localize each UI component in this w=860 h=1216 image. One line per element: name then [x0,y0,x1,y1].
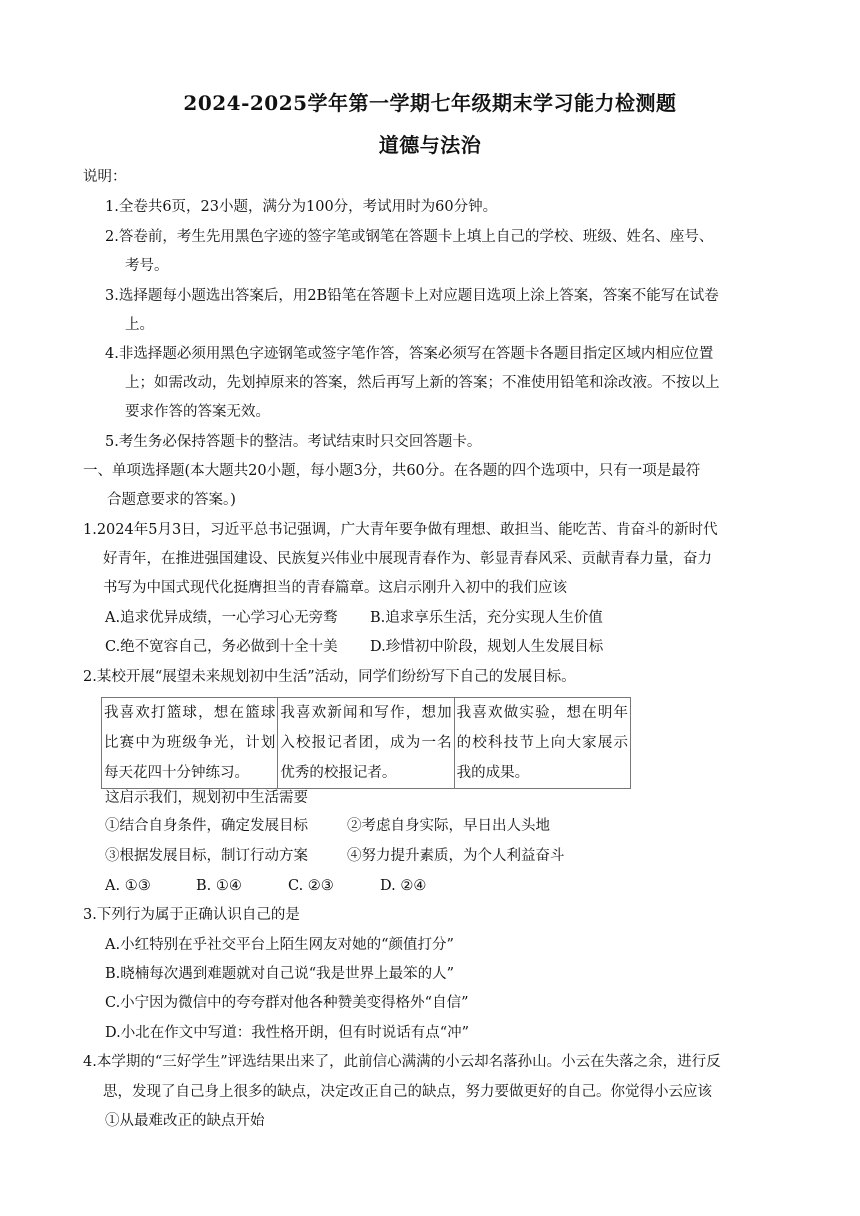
q3-option-a: A.小红特别在乎社交平台上陌生网友对她的“颜值打分” [105,937,454,953]
q1-stem-line-3: 书写为中国式现代化挺膺担当的青春篇章。这启示刚升入初中的我们应该 [103,580,567,596]
exam-title: 2024-2025学年第一学期七年级期末学习能力检测题 [183,91,677,115]
q4-statement-1: ①从最难改正的缺点开始 [105,1113,265,1129]
instructions-heading: 说明： [83,169,127,185]
q2-option-d: D. ②④ [380,878,427,894]
goal-cell-journalism: 我喜欢新闻和写作，想加入校报记者团，成为一名优秀的校报记者。 [278,698,454,789]
goal-cell-basketball: 我喜欢打篮球，想在篮球比赛中为班级争光，计划每天花四十分钟练习。 [102,698,278,789]
subject-title: 道德与法治 [378,133,482,157]
q4-stem-line-1: 4.本学期的“三好学生”评选结果出来了，此前信心满满的小云却名落孙山。小云在失落之余，进行反 [83,1054,721,1070]
q1-stem-line-2: 好青年，在推进强国建设、民族复兴伟业中展现青春作为、彰显青春风采、贡献青春力量，奋力 [103,551,712,567]
q2-option-a: A. ①③ [105,878,151,894]
instruction-4-line-3: 要求作答的答案无效。 [125,404,270,420]
q2-option-c: C. ②③ [288,878,334,894]
instruction-2-line-1: 2.答卷前，考生先用黑色字迹的签字笔或钢笔在答题卡上填上自己的学校、班级、姓名、座号、 [105,229,714,245]
instruction-2-line-2: 考号。 [125,258,169,274]
q1-option-c: C.绝不宽容自己，务必做到十全十美 [105,639,338,655]
q4-stem-line-2: 思，发现了自己身上很多的缺点，决定改正自己的缺点，努力要做更好的自己。你觉得小云应该 [103,1084,712,1100]
section-heading-line-2: 合题意要求的答案。) [107,492,236,508]
q2-stem: 2.某校开展“展望未来规划初中生活”活动，同学们纷纷写下自己的发展目标。 [83,669,576,685]
q1-option-a: A.追求优异成绩，一心学习心无旁骛 [105,610,338,626]
q2-statement-3: ③根据发展目标，制订行动方案 [105,848,308,864]
q2-statement-4: ④努力提升素质，为个人利益奋斗 [347,848,565,864]
q1-option-b: B.追求享乐生活，充分实现人生价值 [370,610,603,626]
goal-cell-experiment: 我喜欢做实验，想在明年的校科技节上向大家展示我的成果。 [454,698,630,789]
q2-goals-table [101,697,631,789]
table-row [102,698,631,789]
section-heading-line-1: 一、单项选择题(本大题共20小题，每小题3分，共60分。在各题的四个选项中，只有一项是最符 [83,463,701,479]
instruction-4-line-2: 上；如需改动，先划掉原来的答案，然后再写上新的答案；不准使用铅笔和涂改液。不按以上 [125,375,720,391]
instruction-1: 1.全卷共6页，23小题，满分为100分，考试用时为60分钟。 [105,199,498,215]
q1-option-d: D.珍惜初中阶段，规划人生发展目标 [370,639,604,655]
instruction-5: 5.考生务必保持答题卡的整洁。考试结束时只交回答题卡。 [105,434,482,450]
instruction-4-line-1: 4.非选择题必须用黑色字迹钢笔或签字笔作答，答案必须写在答题卡各题目指定区域内相应位置 [105,346,714,362]
q2-statement-1: ①结合自身条件，确定发展目标 [105,818,308,834]
q2-prompt: 这启示我们，规划初中生活需要 [105,790,308,806]
q1-stem-line-1: 1.2024年5月3日，习近平总书记强调，广大青年要争做有理想、敢担当、能吃苦、肯奋斗的新时代 [83,522,718,538]
q3-option-b: B.晓楠每次遇到难题就对自己说“我是世界上最笨的人” [105,966,455,982]
q3-option-c: C.小宁因为微信中的夸夸群对他各种赞美变得格外“自信” [105,995,469,1011]
instruction-3-line-2: 上。 [125,317,154,333]
q3-stem: 3.下列行为属于正确认识自己的是 [83,907,300,923]
q2-statement-2: ②考虑自身实际，早日出人头地 [347,818,550,834]
instruction-3-line-1: 3.选择题每小题选出答案后，用2B铅笔在答题卡上对应题目选项上涂上答案，答案不能写在试卷 [105,288,719,304]
q2-option-b: B. ①④ [196,878,242,894]
q3-option-d: D.小北在作文中写道：我性格开朗，但有时说话有点“冲” [105,1025,470,1041]
